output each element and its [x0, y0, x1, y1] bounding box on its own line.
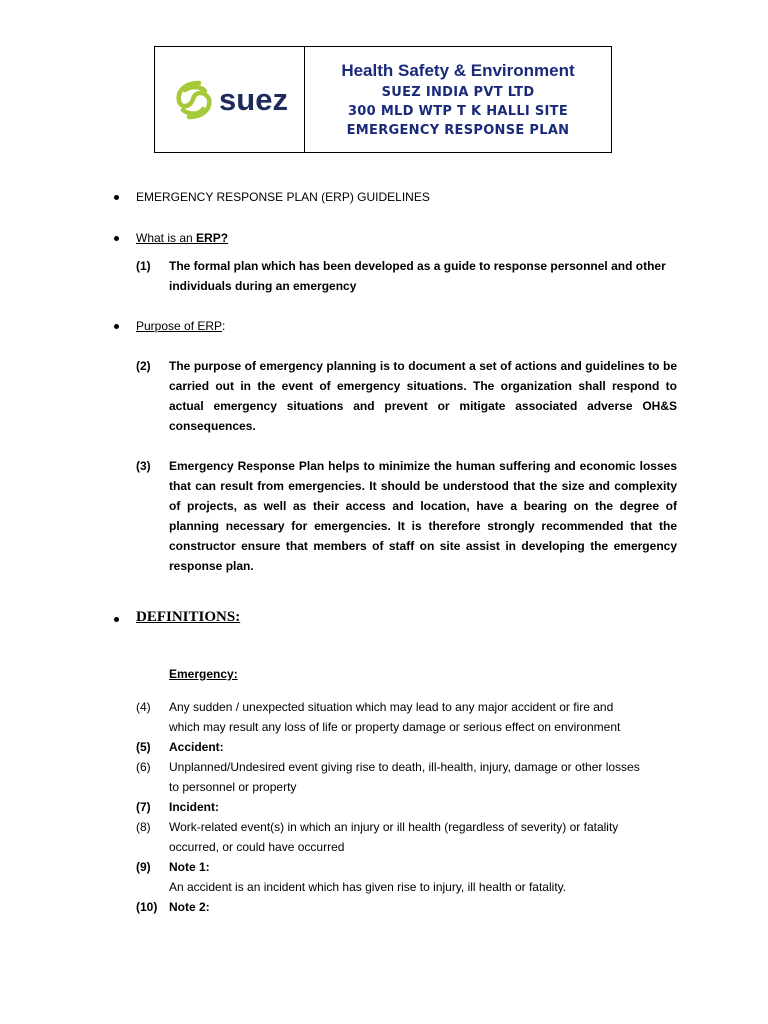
emergency-definition-line: Any sudden / unexpected situation which may lead to any major accident or fire and	[169, 700, 614, 714]
note2-heading: Note 2:	[169, 900, 210, 914]
document-header	[154, 46, 612, 153]
bullet-icon	[114, 617, 119, 622]
item-number: (2)	[136, 359, 151, 373]
note1-text: An accident is an incident which has given rise to injury, ill health or fatality.	[169, 880, 567, 894]
emergency-definition-line: which may result any loss of life or property damage or serious effect on environment	[169, 720, 621, 734]
item-number: (10)	[136, 900, 158, 914]
what-is-erp-heading	[136, 228, 228, 248]
item-number: (8)	[136, 820, 151, 834]
item-number: (4)	[136, 700, 151, 714]
accident-heading: Accident:	[169, 740, 224, 754]
company-name: SUEZ INDIA PVT LTD	[381, 84, 535, 100]
suez-logo	[171, 77, 288, 123]
item-number: (6)	[136, 760, 151, 774]
incident-definition-line: Work-related event(s) in which an injury or ill health (regardless of severity) or fatality	[169, 820, 619, 834]
note1-heading: Note 1:	[169, 860, 210, 874]
item-number: (7)	[136, 800, 151, 814]
suez-swirl-icon	[171, 77, 217, 123]
header-title: Health Safety & Environment	[341, 60, 575, 80]
accident-definition-line: to personnel or property	[169, 780, 297, 794]
header-title-cell	[305, 47, 611, 152]
site-name: 300 MLD WTP T K HALLI SITE	[347, 103, 569, 119]
accident-definition-line: Unplanned/Undesired event giving rise to death, ill-health, injury, damage or other losses	[169, 760, 640, 774]
purpose-text: The purpose of emergency planning is to document a set of actions and guidelines to be carried out in the event of emergency situations. The organization shall respond to actual emergency situations and prevent or mitigate associated adverse OH&S consequences.	[169, 359, 677, 433]
guidelines-heading: EMERGENCY RESPONSE PLAN (ERP) GUIDELINES	[136, 190, 430, 204]
purpose-colon: :	[222, 319, 226, 333]
plan-name: EMERGENCY RESPONSE PLAN	[346, 122, 570, 138]
item-number: (5)	[136, 740, 151, 754]
emergency-heading: Emergency:	[169, 667, 238, 681]
incident-definition-line: occurred, or could have occurred	[169, 840, 345, 854]
bullet-icon	[114, 324, 119, 329]
definitions-heading: DEFINITIONS:	[136, 609, 241, 625]
erp-benefits-text: Emergency Response Plan helps to minimize the human suffering and economic losses that can result from emergencies. It should be understood that the size and complexity of projects, as well as their access and location, have a bearing on the degree of planning necessary for emergencies. It is therefore strongly recommended that the constructor ensure that members of staff on site assist in developing the emergency response plan.	[169, 459, 677, 573]
logo-cell	[155, 47, 305, 152]
what-is-erp: ERP?	[196, 231, 229, 245]
purpose-label: Purpose of ERP	[136, 319, 223, 333]
what-is-prefix: What is an	[136, 231, 197, 245]
logo-wordmark: suez	[219, 82, 288, 117]
erp-definition-text: The formal plan which has been developed as a guide to response personnel and other individuals during an emergency	[169, 259, 666, 293]
item-number: (9)	[136, 860, 151, 874]
item-number: (1)	[136, 259, 151, 273]
bullet-icon	[114, 195, 119, 200]
incident-heading: Incident:	[169, 800, 219, 814]
bullet-icon	[114, 236, 119, 241]
item-number: (3)	[136, 459, 151, 473]
purpose-heading	[136, 316, 225, 336]
